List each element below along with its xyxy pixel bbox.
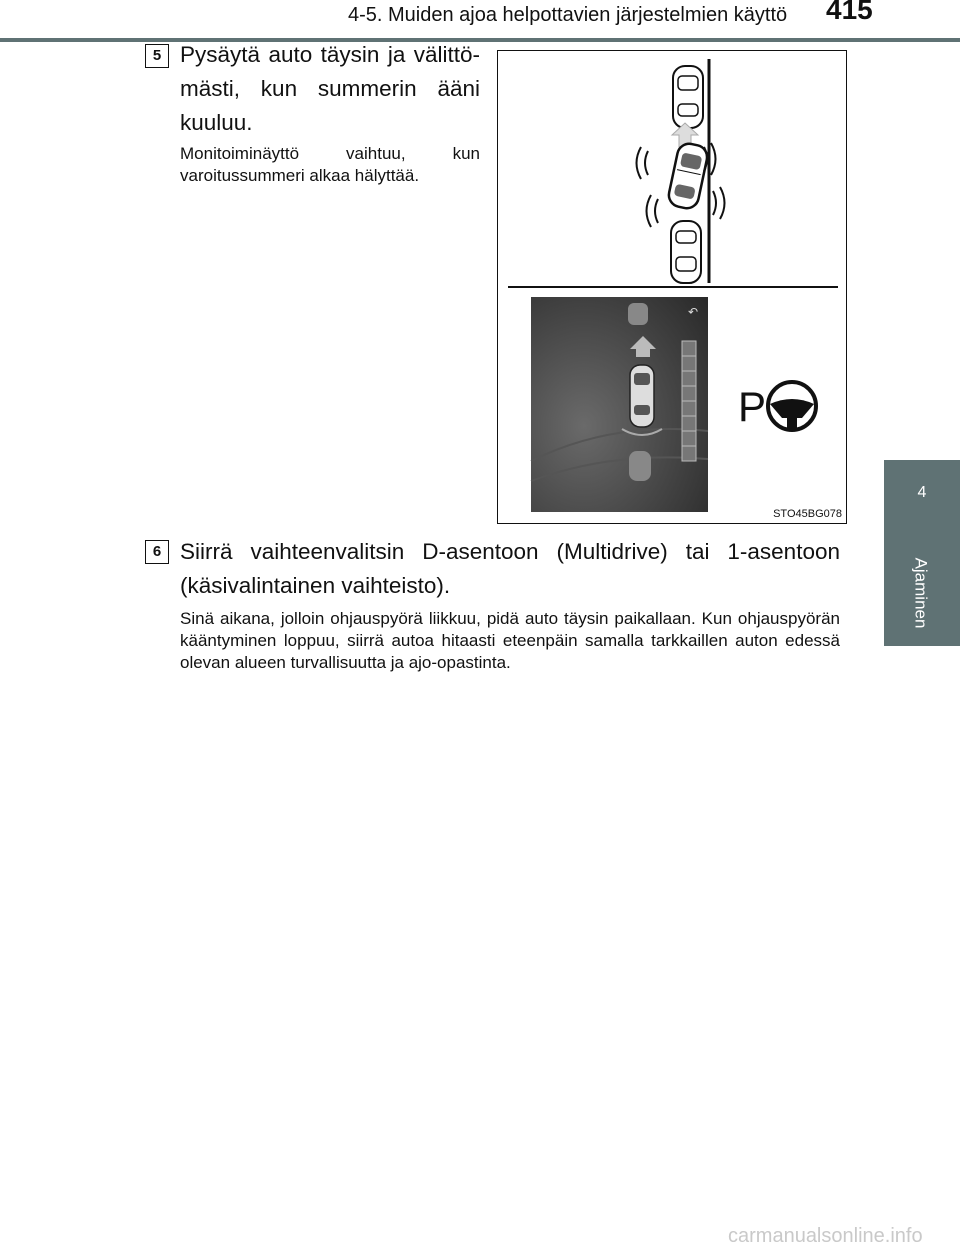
steering-wheel-icon (768, 382, 816, 430)
multi-information-display (531, 297, 708, 512)
step-number-6: 6 (145, 540, 169, 564)
step-5-title (180, 38, 480, 140)
parking-illustration (497, 50, 847, 524)
p-indicator: P (738, 383, 767, 430)
illustration-code: STO45BG078 (773, 508, 842, 520)
step-5-title-line-1: Pysäytä auto täysin ja välittö- (180, 42, 480, 67)
parked-car-top (673, 66, 703, 128)
watermark: carmanualsonline.info (728, 1225, 923, 1247)
chapter-label-wrap (880, 548, 960, 638)
chapter-number: 4 (917, 484, 927, 501)
step-number-5: 5 (145, 44, 169, 68)
chapter-label: Ajaminen (911, 557, 930, 629)
parked-car-bottom (671, 221, 701, 283)
step-6-title: Siirrä vaihteenvalitsin D-asentoon (Multidrive) tai 1-asentoon (käsivalintainen vaihteisto). (180, 539, 840, 598)
page-number: 415 (826, 0, 873, 25)
step-5-title-line-3: kuuluu. (180, 110, 253, 135)
step-6-body: Sinä aikana, jolloin ohjauspyörä liikkuu, pidä auto täysin paikallaan. Kun ohjauspyörän kääntyminen loppuu, siirrä autoa hitaasti eteenpäin samalla tarkkaillen auton edessä olevan alueen turvallisuutta ja ajo-opastinta. (180, 609, 840, 672)
ego-car (667, 142, 710, 211)
step-5-title-line-2: mästi, kun summerin ääni (180, 76, 480, 101)
step-5-body: Monitoiminäyttö vaihtuu, kun varoitussummeri alkaa hälyttää. (180, 144, 480, 185)
section-title: 4-5. Muiden ajoa helpottavien järjestelmien käyttö (348, 4, 788, 26)
svg-text:↶: ↶ (688, 305, 699, 319)
illustration-graphic (498, 51, 845, 522)
